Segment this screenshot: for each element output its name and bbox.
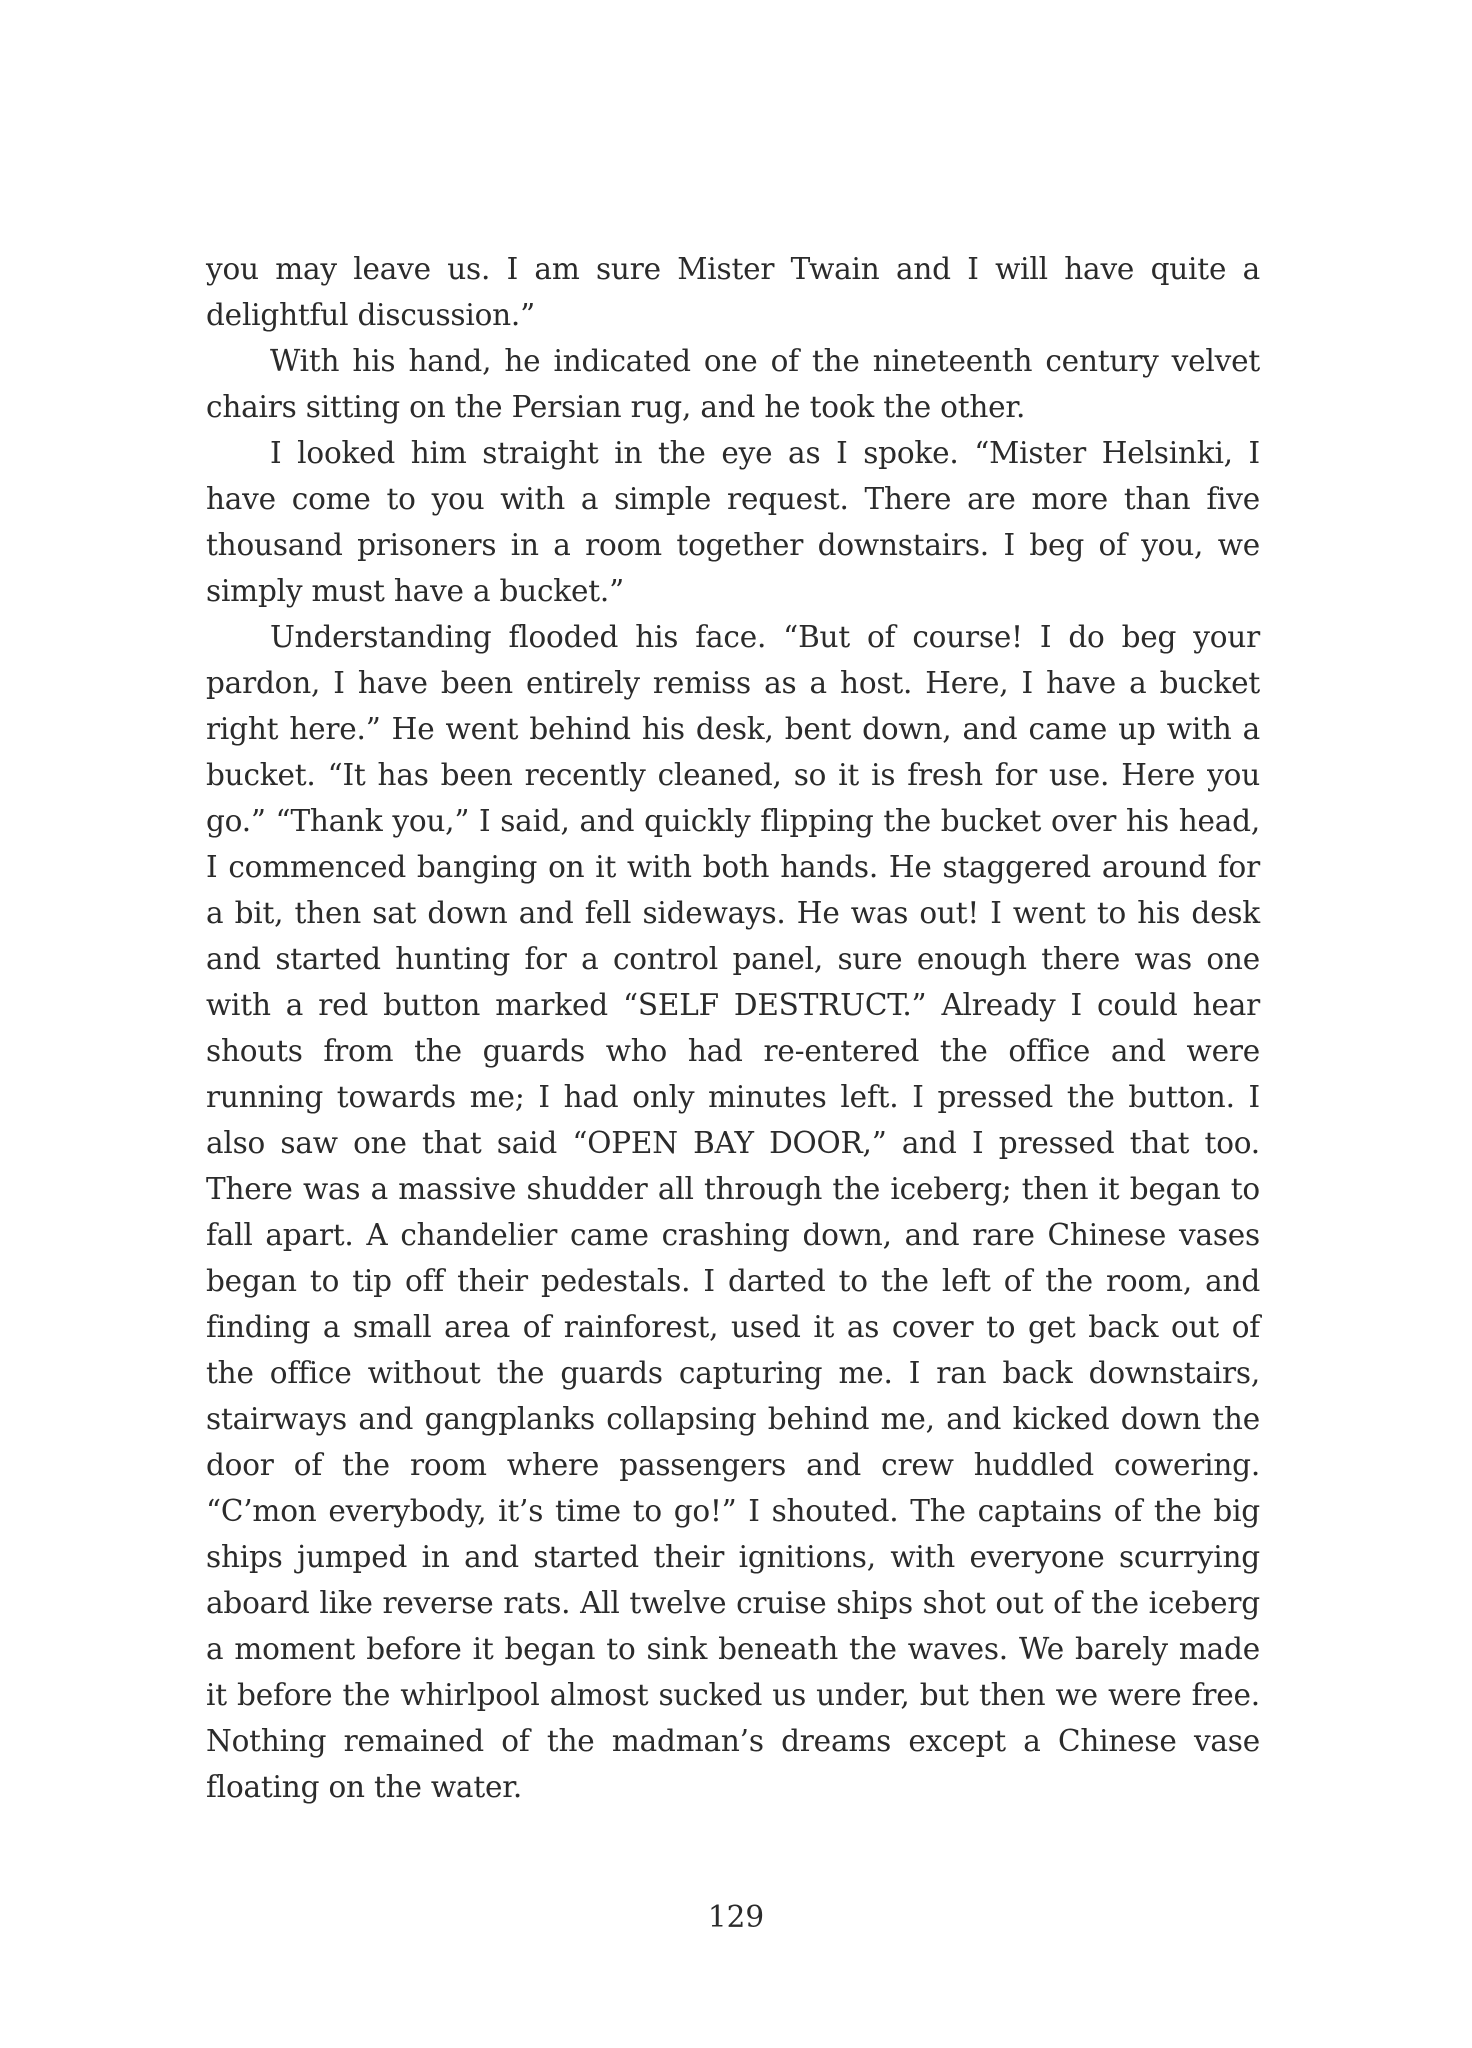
- paragraph-4: Understanding flooded his face. “But of course! I do beg your pardon, I have been entirely remiss as a host. Here, I have a bucket right here.” He went behind his desk, bent down, and came up with a bucket. “It has been recently cleaned, so it is fresh for use. Here you go.” “Thank you,” I said, and quickly flipping the bucket over his head, I commenced banging on it with both hands. He staggered around for a bit, then sat down and fell sideways. He was out! I went to his desk and started hunting for a control panel, sure enough there was one with a red button marked “SELF DESTRUCT.” Already I could hear shouts from the guards who had re-entered the office and were running towards me; I had only minutes left. I pressed the button. I also saw one that said “OPEN BAY DOOR,” and I pressed that too. There was a massive shudder all through the iceberg; then it began to fall apart. A chandelier came crashing down, and rare Chinese vases began to tip off their pedestals. I darted to the left of the room, and finding a small area of rainforest, used it as cover to get back out of the office without the guards capturing me. I ran back downstairs, stairways and gangplanks collapsing behind me, and kicked down the door of the room where passengers and crew huddled cowering. “C’mon everybody, it’s time to go!” I shouted. The captains of the big ships jumped in and started their ignitions, with everyone scurrying aboard like reverse rats. All twelve cruise ships shot out of the iceberg a moment before it began to sink beneath the waves. We barely made it before the whirlpool almost sucked us under, but then we were free. Nothing remained of the madman’s dreams except a Chinese vase floating on the water.: [206, 620, 1260, 1804]
- paragraph-1: you may leave us. I am sure Mister Twain and I will have quite a delightful discussion.”: [206, 252, 1260, 332]
- paragraph-3: I looked him straight in the eye as I spoke. “Mister Helsinki, I have come to you with a simple request. There are more than five thousand prisoners in a room together downstairs. I beg of you, we simply must have a bucket.”: [206, 436, 1260, 608]
- page-number: 129: [707, 1900, 765, 1934]
- paragraph-2: With his hand, he indicated one of the nineteenth century velvet chairs sitting on the Persian rug, and he took the other.: [206, 344, 1260, 424]
- body-text: [206, 246, 1260, 1810]
